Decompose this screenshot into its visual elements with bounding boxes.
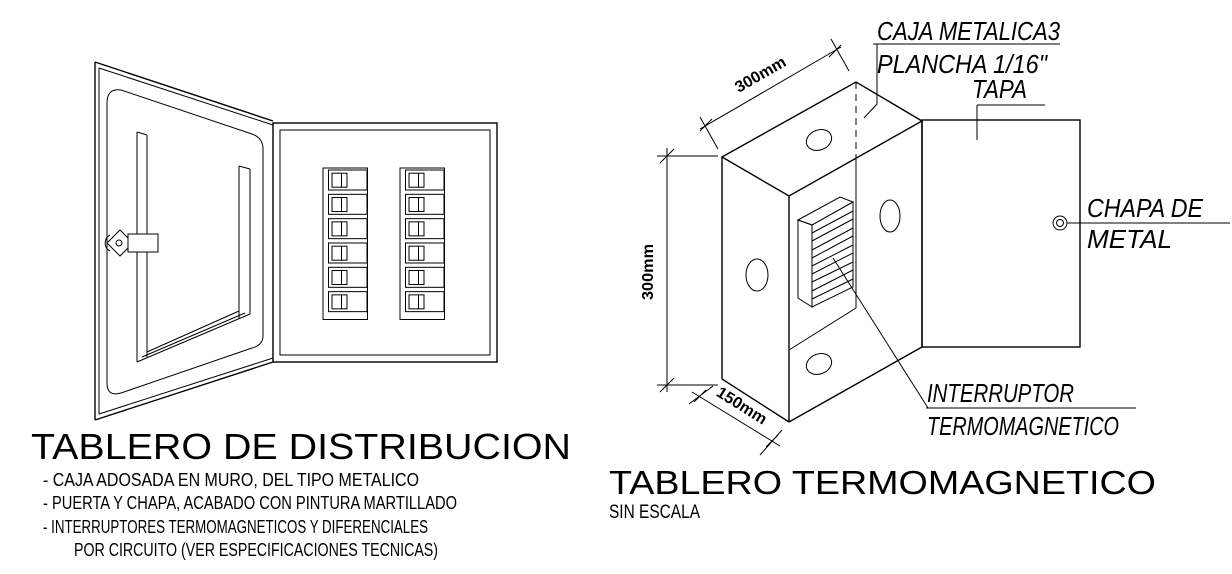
- note-line: - INTERRUPTORES TERMOMAGNETICOS Y DIFERENCIALES: [43, 517, 428, 537]
- label-chapa-1: CHAPA DE: [1087, 193, 1204, 223]
- hole-bottom: [803, 350, 835, 378]
- breaker-toggle: [409, 295, 424, 309]
- tapa-door: [922, 120, 1080, 347]
- breaker-toggle: [409, 198, 424, 212]
- breaker-toggle: [409, 271, 424, 285]
- dim-depth-label: 150mm: [713, 384, 769, 428]
- tapa-leader: [977, 105, 1045, 140]
- label-interruptor-1: INTERRUPTOR: [927, 378, 1074, 408]
- label-interruptor-2: TERMOMAGNETICO: [927, 411, 1119, 441]
- lock-outer: [1053, 216, 1067, 230]
- handle-bar: [128, 234, 158, 252]
- breaker-3d: [798, 197, 853, 307]
- lock-inner: [1057, 220, 1064, 227]
- breaker-toggle: [409, 173, 424, 187]
- dim-height-lines: [657, 148, 718, 392]
- breaker-toggle: [332, 246, 347, 260]
- handle-keyhole: [116, 240, 122, 246]
- breaker-toggle: [332, 173, 347, 187]
- breaker-toggle: [332, 222, 347, 236]
- enclosure-outline: [722, 82, 922, 422]
- breaker-toggle: [409, 246, 424, 260]
- label-plancha: PLANCHA 1/16": [877, 49, 1049, 79]
- dim-width: [700, 39, 849, 149]
- hole-back: [880, 200, 900, 232]
- left-title: TABLERO DE DISTRIBUCION: [31, 426, 571, 467]
- hole-top: [803, 126, 835, 154]
- dim-width-lines: [700, 39, 849, 149]
- breaker-box-outer: [273, 123, 497, 362]
- breaker-toggle: [332, 271, 347, 285]
- dim-width-label: 300mm: [732, 54, 789, 97]
- breaker-box-hatch: [280, 130, 490, 355]
- hole-left: [746, 259, 768, 291]
- door-outline-inner: [99, 68, 273, 414]
- label-tapa: TAPA: [972, 74, 1027, 104]
- distribution-panel-drawing: [31, 62, 571, 560]
- note-line: POR CIRCUITO (VER ESPECIFICACIONES TECNICAS): [74, 540, 438, 560]
- right-subtitle: SIN ESCALA: [609, 502, 701, 523]
- breaker-3d-hatch: [812, 211, 853, 299]
- right-title: TABLERO TERMOMAGNETICO: [609, 464, 1156, 501]
- breaker-3d-top: [798, 197, 853, 225]
- label-chapa-2: METAL: [1087, 224, 1172, 254]
- note-line: - CAJA ADOSADA EN MURO, DEL TIPO METALICO: [43, 470, 419, 490]
- breaker-toggle: [409, 222, 424, 236]
- enclosure-interior-edges: [789, 158, 856, 350]
- dim-height-label: 300mm: [640, 244, 657, 300]
- dim-depth: [689, 384, 782, 455]
- breaker-columns: [323, 168, 445, 320]
- thermomagnetic-panel-drawing: [609, 16, 1230, 523]
- dim-height: [640, 148, 718, 392]
- label-caja: CAJA METALICA3: [877, 16, 1061, 46]
- door-handle: [105, 230, 158, 256]
- breaker-toggle: [332, 295, 347, 309]
- breaker-3d-side: [798, 220, 812, 307]
- breaker-toggle: [332, 198, 347, 212]
- note-line: - PUERTA Y CHAPA, ACABADO CON PINTURA MARTILLADO: [43, 493, 457, 513]
